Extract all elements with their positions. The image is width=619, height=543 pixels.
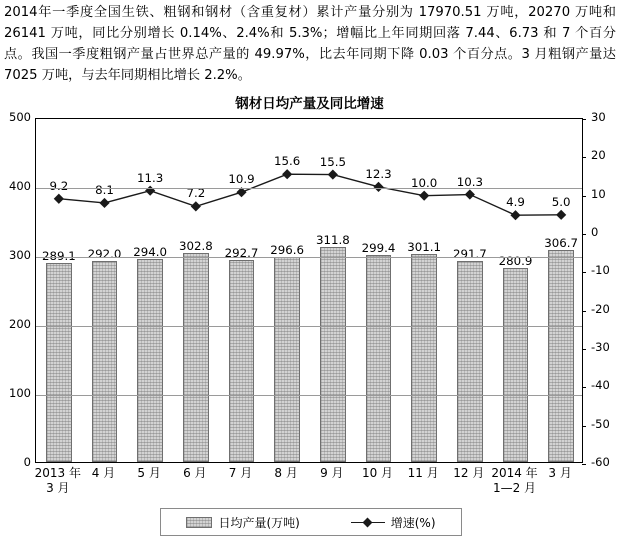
bar bbox=[366, 255, 392, 462]
y-tick-mark-right bbox=[582, 196, 586, 197]
x-tick-label: 5 月 bbox=[137, 466, 161, 480]
gridline bbox=[36, 188, 582, 189]
line-value-label: 10.9 bbox=[228, 172, 255, 187]
y-tick-label-left: 0 bbox=[23, 455, 31, 469]
bar-value-label: 289.1 bbox=[41, 248, 76, 263]
y-tick-label-right: 30 bbox=[591, 110, 606, 124]
legend-label-bar: 日均产量(万吨) bbox=[218, 515, 300, 530]
y-tick-mark-right bbox=[582, 119, 586, 120]
y-tick-label-right: -40 bbox=[591, 378, 610, 393]
legend-item-bar bbox=[186, 514, 299, 531]
x-tick-label: 2014 年 1—2 月 bbox=[491, 466, 538, 495]
x-tick-label: 7 月 bbox=[228, 466, 253, 480]
line-value-label: 12.3 bbox=[365, 166, 392, 181]
line-marker-icon bbox=[351, 517, 385, 528]
y-tick-mark-right bbox=[582, 426, 586, 427]
line-value-label: 10.3 bbox=[456, 174, 483, 189]
y-tick-label-left: 200 bbox=[9, 317, 31, 331]
gridline bbox=[36, 326, 582, 327]
x-tick-label: 9 月 bbox=[320, 466, 344, 480]
bar-value-label: 311.8 bbox=[315, 232, 350, 247]
line-value-label: 7.2 bbox=[186, 186, 206, 201]
bar-value-label: 302.8 bbox=[178, 239, 213, 254]
bar bbox=[274, 257, 300, 462]
bar-series-layer bbox=[36, 119, 582, 462]
bar-value-label: 294.0 bbox=[133, 245, 168, 260]
bar bbox=[503, 268, 529, 462]
y-tick-label-left: 300 bbox=[9, 248, 31, 262]
bar bbox=[320, 247, 346, 462]
y-tick-mark-right bbox=[582, 387, 586, 388]
chart-legend bbox=[160, 508, 462, 536]
y-tick-mark-right bbox=[582, 234, 586, 235]
x-tick-label: 12 月 bbox=[453, 466, 485, 480]
bar bbox=[457, 261, 483, 462]
bar-value-label: 306.7 bbox=[544, 236, 579, 251]
bar-value-label: 299.4 bbox=[361, 241, 396, 256]
y-tick-label-right: 20 bbox=[591, 148, 606, 163]
bar bbox=[137, 259, 163, 462]
y-tick-label-right: 10 bbox=[591, 186, 606, 201]
bar-swatch-icon bbox=[186, 517, 212, 528]
x-tick-label: 8 月 bbox=[274, 466, 298, 480]
line-value-label: 5.0 bbox=[551, 194, 571, 209]
y-tick-mark-right bbox=[582, 272, 586, 273]
x-tick-label: 11 月 bbox=[407, 466, 439, 480]
line-value-label: 10.0 bbox=[411, 175, 438, 190]
line-value-label: 4.9 bbox=[506, 195, 525, 210]
x-tick-label: 4 月 bbox=[91, 466, 116, 480]
y-tick-label-right: -30 bbox=[591, 340, 610, 354]
y-tick-label-right: -20 bbox=[591, 301, 610, 316]
bar-value-label: 280.9 bbox=[498, 254, 533, 269]
line-value-label: 15.6 bbox=[274, 154, 301, 169]
x-tick-label: 3 月 bbox=[548, 466, 572, 480]
intro-paragraph: 2014年一季度全国生铁、粗钢和钢材（含重复材）累计产量分别为 17970.51 万吨，20270 万吨和 26141 万吨，同比分别增长 0.14%、2.4%和 5.3%；增幅比上年同期回落 7.44、6.73 和 7 个百分点。我国一季度粗钢产量占世界总产量的 49.97%，比去年同期下降 0.03 个百分点。3 月粗钢产量达 7025 万吨，与去年同期相比增长 2.2%。 bbox=[4, 5, 616, 83]
bar bbox=[183, 253, 209, 462]
bar-value-label: 296.6 bbox=[270, 243, 305, 258]
x-tick-label: 6 月 bbox=[183, 466, 207, 480]
y-tick-mark-right bbox=[582, 311, 586, 312]
line-value-label: 9.2 bbox=[49, 178, 69, 193]
y-tick-label-right: 0 bbox=[591, 225, 599, 239]
x-axis-labels bbox=[35, 466, 583, 506]
bar-value-label: 291.7 bbox=[452, 246, 487, 261]
bar bbox=[548, 250, 574, 462]
plot-area bbox=[35, 118, 583, 463]
gridline bbox=[36, 257, 582, 258]
y-tick-label-left: 400 bbox=[9, 179, 31, 193]
x-tick-label: 2013 年 3 月 bbox=[34, 466, 82, 495]
y-tick-label-right: -10 bbox=[591, 263, 610, 278]
bar bbox=[46, 263, 72, 462]
y-tick-label-left: 100 bbox=[9, 386, 31, 400]
bar-value-label: 301.1 bbox=[407, 240, 442, 255]
gridline bbox=[36, 395, 582, 396]
bar bbox=[229, 260, 255, 462]
y-tick-mark-right bbox=[582, 464, 586, 465]
bar bbox=[92, 261, 118, 462]
x-tick-label: 10 月 bbox=[361, 466, 394, 480]
legend-item-line bbox=[351, 514, 436, 531]
bar-value-label: 292.0 bbox=[87, 246, 122, 261]
bar bbox=[411, 254, 437, 462]
y-tick-label-left: 500 bbox=[9, 110, 31, 124]
y-tick-label-right: -50 bbox=[591, 416, 610, 431]
legend-label-line: 增速(%) bbox=[390, 515, 436, 530]
chart-title: 钢材日均产量及同比增速 bbox=[235, 96, 384, 112]
bar-value-label: 292.7 bbox=[224, 246, 259, 261]
line-value-label: 15.5 bbox=[319, 154, 346, 169]
y-tick-label-right: -60 bbox=[591, 455, 610, 469]
y-tick-mark-right bbox=[582, 157, 586, 158]
y-tick-mark-right bbox=[582, 349, 586, 350]
line-value-label: 11.3 bbox=[137, 170, 164, 185]
line-value-label: 8.1 bbox=[95, 182, 114, 197]
